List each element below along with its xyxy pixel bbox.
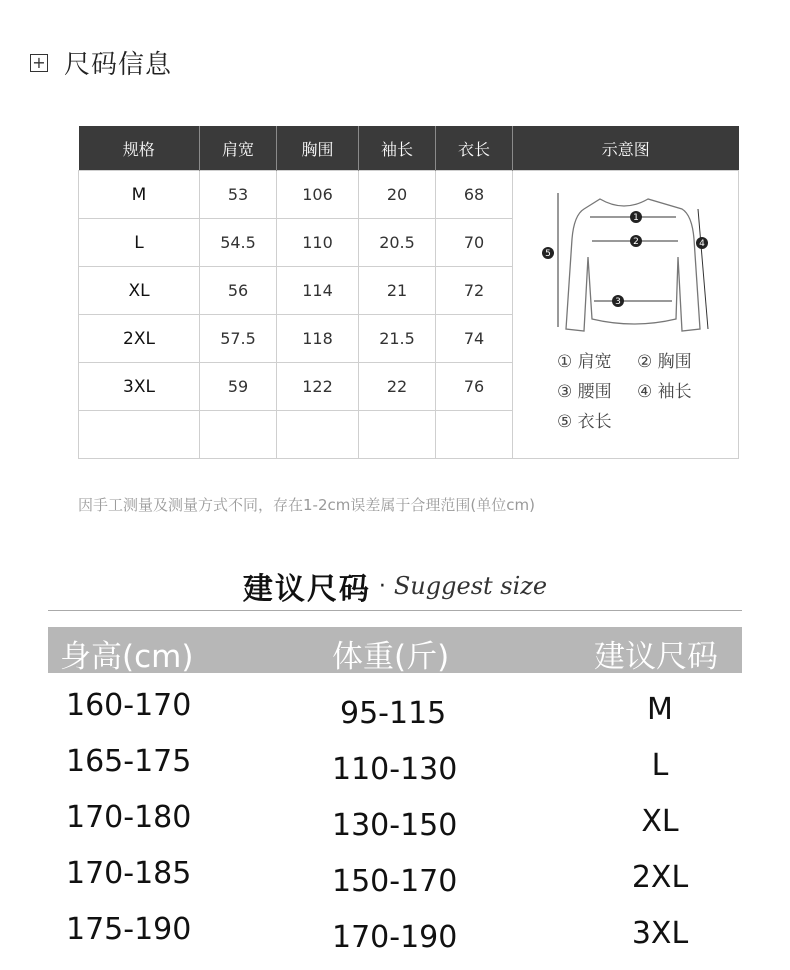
cell-chest: 118 (277, 315, 359, 363)
cell-size: 3XL (79, 363, 200, 411)
cell-length: 68 (436, 171, 513, 219)
measurement-note: 因手工测量及测量方式不同，存在1-2cm误差属于合理范围(单位cm) (78, 496, 535, 514)
rec-weight: 170-190 (332, 920, 458, 955)
rec-weight: 150-170 (332, 864, 458, 899)
section-title: 尺码信息 (64, 50, 173, 80)
cell-chest: 106 (277, 171, 359, 219)
header-weight: 体重(斤) (332, 639, 450, 675)
recommend-row (0, 856, 790, 906)
header-length: 衣长 (436, 126, 513, 171)
cell-empty (277, 411, 359, 459)
rec-size: 3XL (631, 916, 689, 951)
rec-height: 160-170 (66, 688, 192, 723)
section-divider (48, 610, 742, 611)
marker-5: 5 (544, 249, 551, 259)
expand-plus-icon: + (30, 54, 48, 72)
marker-4: 4 (698, 239, 705, 249)
rec-weight: 95-115 (340, 696, 447, 731)
recommend-row (0, 744, 790, 794)
marker-3: 3 (614, 297, 621, 307)
marker-2: 2 (632, 237, 639, 247)
cell-shoulder: 53 (200, 171, 277, 219)
rec-height: 170-185 (66, 856, 192, 891)
cell-empty (200, 411, 277, 459)
rec-height: 175-190 (66, 912, 192, 947)
rec-weight: 130-150 (332, 808, 458, 843)
cell-sleeve: 20 (359, 171, 436, 219)
cell-size: M (79, 171, 200, 219)
cell-sleeve: 22 (359, 363, 436, 411)
cell-length: 70 (436, 219, 513, 267)
legend-shoulder: ① 肩宽 (557, 352, 612, 372)
cell-size: L (79, 219, 200, 267)
cell-length: 74 (436, 315, 513, 363)
suggest-title-cn: 建议尺码 (242, 572, 371, 607)
cell-shoulder: 56 (200, 267, 277, 315)
header-diagram: 示意图 (513, 126, 739, 171)
header-chest: 胸围 (277, 126, 359, 171)
rec-height: 170-180 (66, 800, 192, 835)
rec-size: M (647, 692, 673, 727)
recommend-row (0, 912, 790, 962)
cell-chest: 114 (277, 267, 359, 315)
suggest-size-title (0, 564, 790, 607)
legend-length: ⑤ 衣长 (557, 412, 612, 432)
cell-sleeve: 20.5 (359, 219, 436, 267)
cell-chest: 122 (277, 363, 359, 411)
cell-size: XL (79, 267, 200, 315)
legend-sleeve: ④ 袖长 (637, 382, 692, 402)
legend-chest: ② 胸围 (637, 352, 692, 372)
header-recommended-size: 建议尺码 (594, 639, 718, 675)
cell-chest: 110 (277, 219, 359, 267)
cell-size: 2XL (79, 315, 200, 363)
size-info-header (30, 44, 172, 81)
rec-height: 165-175 (66, 744, 192, 779)
rec-size: 2XL (631, 860, 689, 895)
cell-length: 76 (436, 363, 513, 411)
recommend-row (0, 688, 790, 738)
cell-shoulder: 57.5 (200, 315, 277, 363)
suggest-title-en: Suggest size (393, 572, 548, 600)
header-size: 规格 (79, 126, 200, 171)
marker-1: 1 (632, 213, 639, 223)
cell-shoulder: 59 (200, 363, 277, 411)
cell-empty (436, 411, 513, 459)
sleeve-line (698, 209, 708, 329)
cell-shoulder: 54.5 (200, 219, 277, 267)
recommend-row (0, 800, 790, 850)
sweater-diagram (514, 179, 738, 339)
cell-empty (79, 411, 200, 459)
rec-weight: 110-130 (332, 752, 458, 787)
cell-length: 72 (436, 267, 513, 315)
cell-sleeve: 21 (359, 267, 436, 315)
diagram-legend (557, 347, 738, 437)
cell-sleeve: 21.5 (359, 315, 436, 363)
title-dot: · (378, 573, 386, 599)
table-header-row (79, 126, 739, 171)
recommend-header-bar (48, 627, 742, 673)
diagram-cell (513, 171, 739, 459)
legend-waist: ③ 腰围 (557, 382, 612, 402)
rec-size: XL (641, 804, 679, 839)
cell-empty (359, 411, 436, 459)
rec-size: L (651, 748, 669, 783)
header-height: 身高(cm) (60, 639, 194, 675)
header-shoulder: 肩宽 (200, 126, 277, 171)
size-chart-table (78, 126, 739, 459)
header-sleeve: 袖长 (359, 126, 436, 171)
table-row (79, 171, 739, 219)
